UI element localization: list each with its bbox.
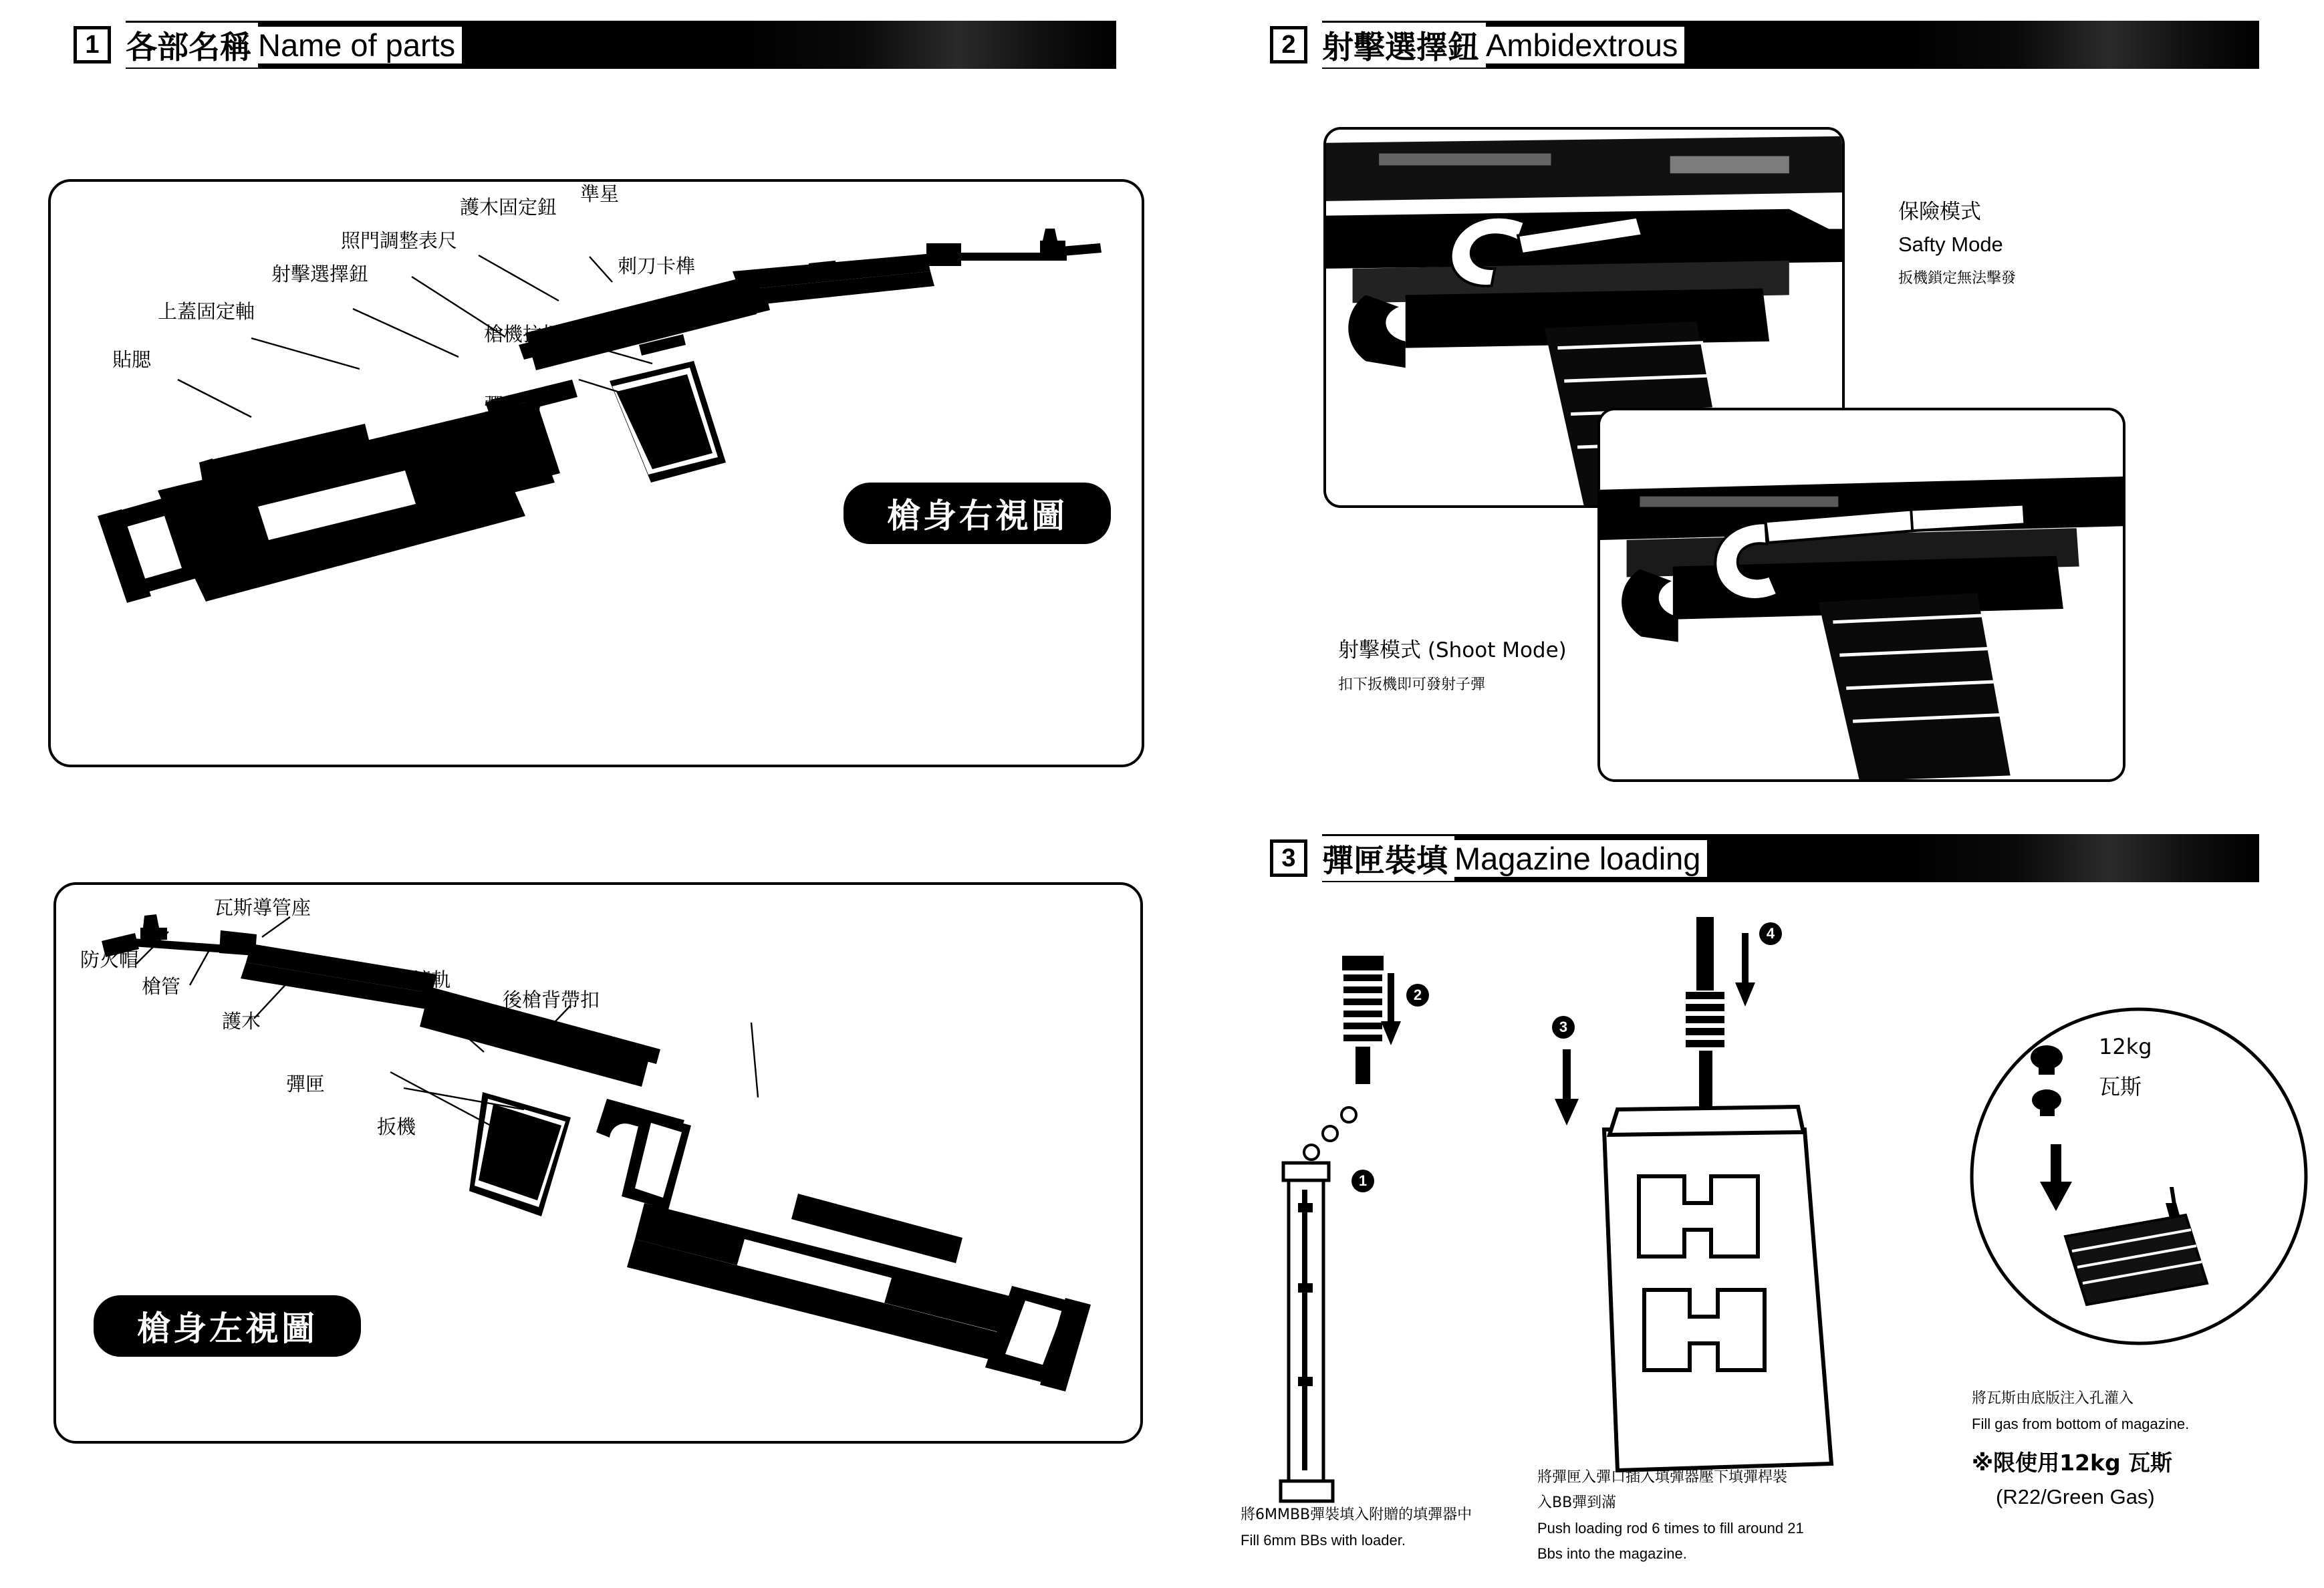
gas-weight-label: 12kg	[2099, 1034, 2152, 1059]
section-2-title-en: Ambidextrous	[1486, 27, 1684, 63]
label-magazine-well: 彈匣槽	[484, 394, 543, 416]
gas-label-cjk: 瓦斯	[2099, 1074, 2142, 1099]
gas-note-en: (R22/Green Gas)	[1996, 1485, 2155, 1508]
label-bayonet-lug: 刺刀卡榫	[618, 255, 696, 277]
caption-push-cjk-1: 將彈匣入彈口插入填彈器壓下填彈桿裝	[1537, 1469, 1788, 1486]
label-stock: 槍托	[176, 518, 216, 541]
caption-loader-en: Fill 6mm BBs with loader.	[1241, 1532, 1406, 1549]
safety-mode-title-cjk: 保險模式	[1898, 200, 1981, 224]
section-3-header	[1270, 832, 2259, 884]
caption-push-en-1: Push loading rod 6 times to fill around 21	[1537, 1520, 1804, 1537]
label-top-cover-pin: 上蓋固定軸	[158, 300, 255, 323]
section-3-title-en: Magazine loading	[1454, 840, 1707, 877]
left-view-pill: 槍身左視圖	[94, 1295, 361, 1357]
section-1-title-cjk: 各部名稱	[126, 23, 258, 68]
right-view-leader-lines	[51, 182, 1147, 770]
section-2-title-bar	[1322, 21, 2259, 69]
label-charging-handle: 槍機拉柄	[484, 323, 562, 346]
step-4-marker: 4	[1759, 922, 1782, 945]
label-rear-sight-adjust: 照門調整表尺	[341, 229, 458, 252]
safety-mode-desc: 扳機鎖定無法擊發	[1898, 270, 2017, 287]
caption-push-cjk-2: 入BB彈到滿	[1537, 1494, 1617, 1511]
label-scope-rail: 鏡軌	[412, 968, 451, 991]
right-view-pill: 槍身右視圖	[844, 483, 1111, 544]
section-1-header	[74, 19, 1116, 71]
caption-loader-cjk: 將6MMBB彈裝填入附贈的填彈器中	[1241, 1506, 1472, 1523]
section-3-title-cjk: 彈匣裝填	[1322, 836, 1454, 881]
label-barrel: 槍管	[142, 975, 181, 998]
step-1-marker: 1	[1351, 1170, 1374, 1192]
gas-caption-en: Fill gas from bottom of magazine.	[1972, 1416, 2190, 1432]
section-3-title-bar	[1322, 834, 2259, 882]
section-1-title-en: Name of parts	[258, 27, 462, 63]
label-gas-tube-block: 瓦斯導管座	[214, 896, 311, 919]
shoot-mode-photo-graphic	[1600, 410, 2123, 781]
label-grip: 握把	[239, 482, 279, 505]
section-3-number: 3	[1270, 839, 1307, 877]
label-front-sight: 準星	[580, 182, 620, 205]
shoot-mode-title: 射擊模式 (Shoot Mode)	[1338, 638, 1567, 662]
push-rod-illustration	[1517, 909, 1932, 1484]
label-handguard: 護木	[222, 1010, 261, 1033]
left-view-leader-lines	[56, 885, 1146, 1446]
label-trigger: 扳機	[377, 1115, 416, 1138]
shoot-mode-desc: 扣下扳機即可發射子彈	[1338, 676, 1486, 693]
section-2-header	[1270, 19, 2259, 71]
label-flash-hider: 防火帽	[80, 948, 139, 971]
step-2-marker: 2	[1406, 984, 1429, 1007]
label-rear-sling-swivel: 後槍背帶扣	[503, 988, 600, 1011]
label-handguard-retainer: 護木固定鈕	[460, 196, 557, 219]
gas-fill-illustration	[1965, 1003, 2324, 1363]
shoot-mode-photo	[1597, 408, 2125, 782]
label-fire-selector: 射擊選擇鈕	[271, 263, 369, 285]
right-view-panel	[48, 179, 1144, 767]
section-2-title-cjk: 射擊選擇鈕	[1322, 23, 1486, 68]
loader-illustration	[1237, 936, 1517, 1504]
section-1-number: 1	[74, 26, 111, 63]
push-rod-step-group	[1517, 909, 1932, 1484]
caption-push-en-2: Bbs into the magazine.	[1537, 1545, 1687, 1562]
section-2-number: 2	[1270, 26, 1307, 63]
label-cheek-rest: 貼腮	[112, 348, 152, 371]
right-column	[1196, 0, 2324, 1588]
loader-step-group	[1237, 936, 1517, 1504]
step-3-marker: 3	[1552, 1016, 1575, 1039]
gas-note-cjk: ※限使用12kg 瓦斯	[1972, 1450, 2173, 1476]
section-1-title-bar	[126, 21, 1116, 69]
left-view-panel	[53, 882, 1143, 1444]
label-magazine-release: 彈匣釋放鈕	[298, 443, 396, 466]
gas-caption-cjk: 將瓦斯由底版注入孔灌入	[1972, 1390, 2134, 1407]
safety-mode-title-en: Safty Mode	[1898, 233, 2003, 256]
label-magazine: 彈匣	[286, 1073, 326, 1095]
